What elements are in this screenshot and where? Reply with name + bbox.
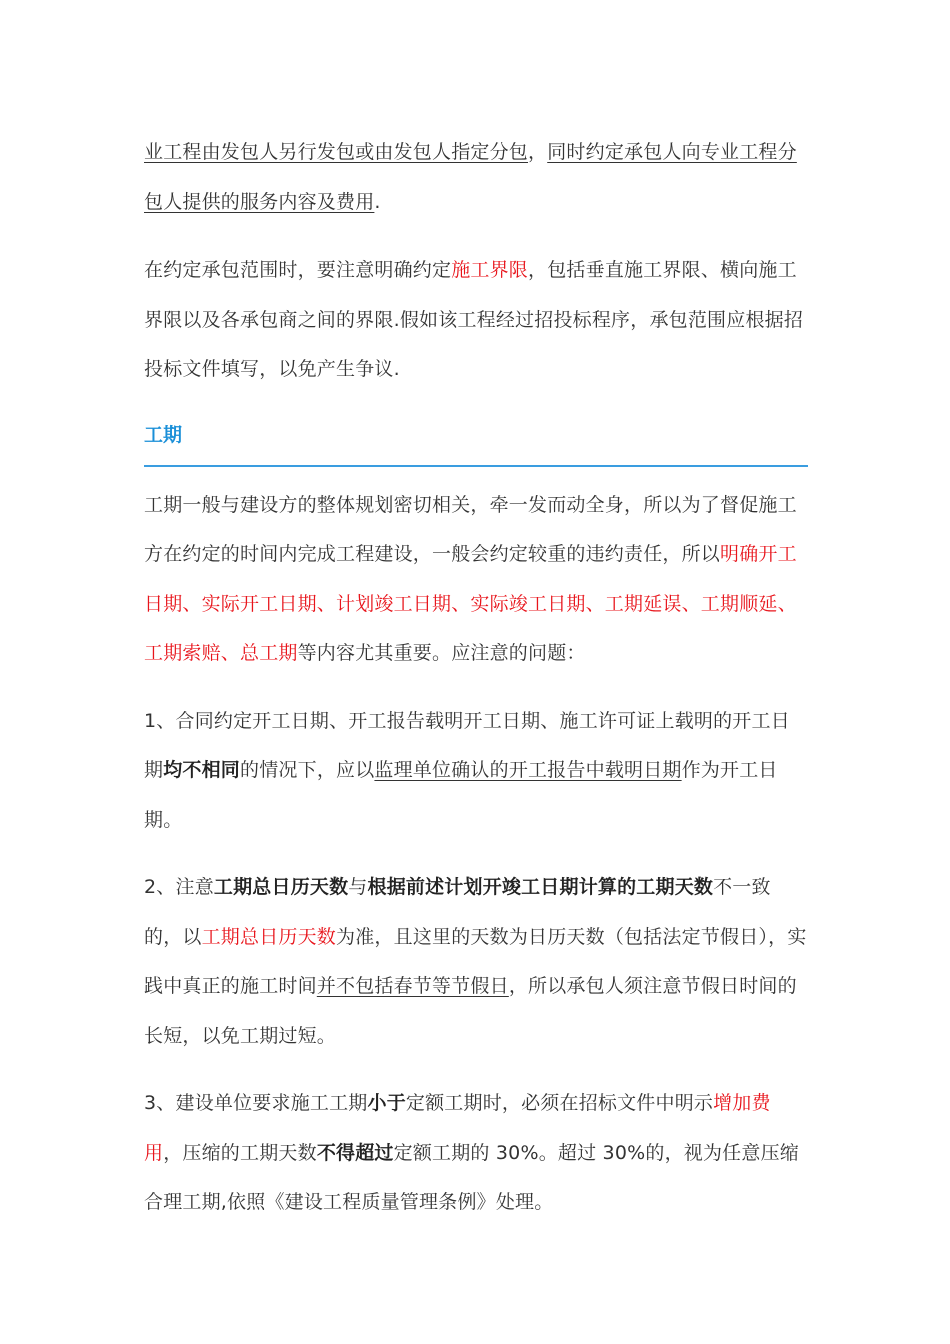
paragraph-scope	[144, 246, 808, 395]
paragraph-duration-intro	[144, 481, 808, 679]
highlight-text: 增加费用	[144, 1092, 771, 1164]
text-span: 为准，且这里的天数为日历天数（包括法定节假日），实践中真正的施工时间	[144, 925, 807, 997]
paragraph-item-3	[144, 1079, 808, 1228]
text-span: .	[374, 190, 381, 213]
bold-text: 根据前述计划开竣工日期计算的工期天数	[367, 876, 714, 898]
section-heading: 工期	[144, 415, 808, 467]
text-span: 与	[348, 876, 368, 898]
bold-text: 小于	[367, 1092, 406, 1114]
text-span: 3、建设单位要求施工工期	[144, 1092, 368, 1114]
bold-text: 均不相同	[163, 759, 241, 781]
text-span: ，	[528, 141, 548, 163]
text-span: 定额工期时，必须在招标文件中明示	[405, 1092, 714, 1114]
text-span: 等内容尤其重要。应注意的问题：	[297, 642, 586, 664]
text-span: 工期一般与建设方的整体规划密切相关，牵一发而动全身，所以为了督促施工方在约定的时间内完成工程建设，一般会约定较重的违约责任，所以	[144, 493, 797, 565]
text-span: 定额工期的 30%。超过 30%的，视为任意压缩合理工期,依照《建设工程质量管理条例》处理。	[144, 1141, 799, 1213]
highlight-text: 施工界限	[451, 259, 529, 281]
paragraph-subcontract	[144, 128, 808, 227]
text-span: 2、注意	[144, 876, 214, 898]
document-body	[144, 128, 808, 1228]
highlight-text: 明确开工日期、实际开工日期、计划竣工日期、实际竣工日期、工期延误、工期顺延、工期索赔、总工期	[144, 543, 797, 664]
underlined-text: 同时约定承包人向专业工程分包人提供的服务内容及费用	[144, 141, 797, 213]
text-span: 在约定承包范围时，要注意明确约定	[144, 259, 452, 281]
underlined-text: 监理单位确认的开工报告中载明日期	[374, 759, 682, 781]
bold-text: 不得超过	[316, 1141, 394, 1164]
underlined-text: 并不包括春节等节假日	[316, 975, 509, 997]
paragraph-item-2	[144, 863, 808, 1061]
text-span: ，所以承包人须注意节假日时间的长短，以免工期过短。	[144, 975, 797, 1047]
text-span: 作为开工日期。	[144, 759, 778, 831]
bold-text: 工期总日历天数	[213, 876, 349, 898]
text-span: ，包括垂直施工界限、横向施工界限以及各承包商之间的界限.假如该工程经过招投标程序，承包范围应根据招投标文件填写，以免产生争议.	[144, 259, 804, 380]
text-span: ，压缩的工期天数	[163, 1141, 317, 1164]
paragraph-item-1	[144, 697, 808, 846]
text-span: 1、合同约定开工日期、开工报告载明开工日期、施工许可证上载明的开工日期	[144, 709, 790, 781]
underlined-text: 业工程由发包人另行发包或由发包人指定分包	[144, 141, 529, 163]
highlight-text: 工期总日历天数	[201, 925, 337, 948]
text-span: 不一致的，以	[144, 876, 771, 948]
text-span: 的情况下，应以	[240, 759, 375, 781]
